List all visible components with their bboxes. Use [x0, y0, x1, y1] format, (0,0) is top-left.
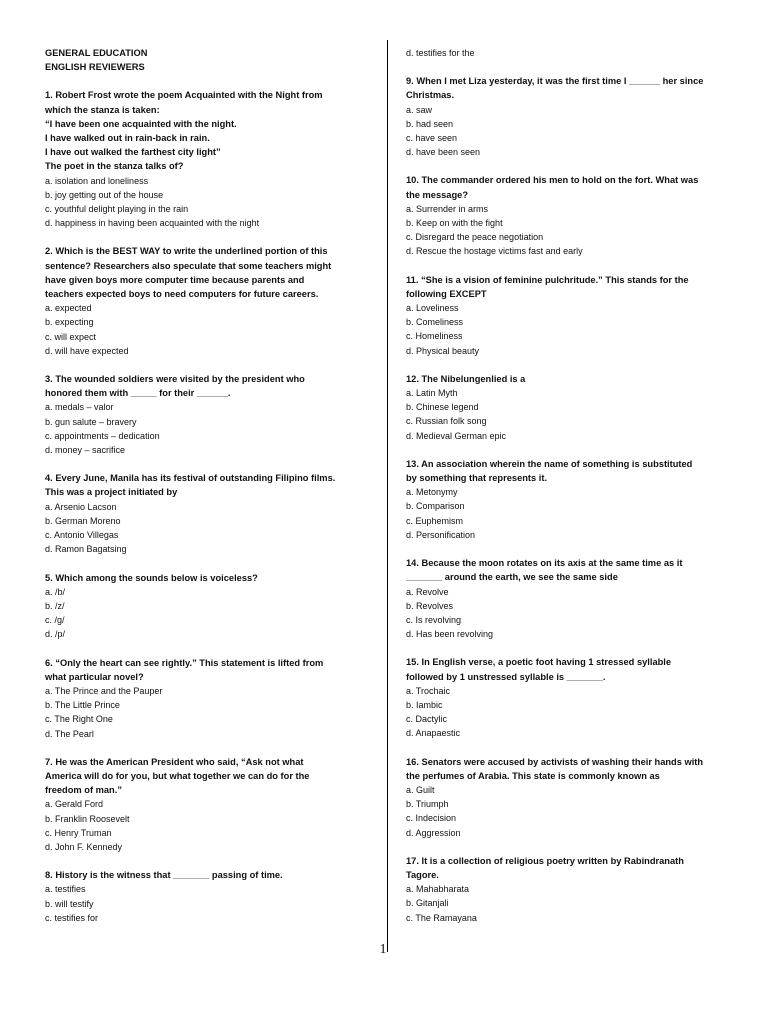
- question-stem-line: 9. When I met Liza yesterday, it was the first time I ______ her since: [406, 76, 704, 87]
- answer-option: b. Comparison: [406, 501, 465, 512]
- question-stem-line: the message?: [406, 189, 469, 200]
- question-stem-line: 12. The Nibelungenlied is a: [406, 373, 526, 384]
- answer-option: c. The Right One: [45, 714, 113, 725]
- question-item: [45, 755, 370, 854]
- question-stem-line: 17. It is a collection of religious poetry written by Rabindranath: [406, 855, 684, 866]
- left-column: [45, 46, 370, 939]
- question-stem-line: which the stanza is taken:: [45, 104, 160, 115]
- answer-option: d. Physical beauty: [406, 345, 480, 356]
- question-item: [406, 755, 731, 840]
- question-stem-line: 6. “Only the heart can see rightly.” This statement is lifted from: [45, 657, 324, 668]
- answer-option: a. Mahabharata: [406, 884, 470, 895]
- question-stem-line: freedom of man.”: [45, 785, 122, 796]
- question-item: [406, 457, 731, 542]
- answer-option: c. Disregard the peace negotiation: [406, 232, 544, 243]
- question-item: [45, 244, 370, 358]
- answer-option: a. /b/: [45, 586, 66, 597]
- right-column: [406, 46, 731, 939]
- question-stem-line: 11. “She is a vision of feminine pulchritude.” This stands for the: [406, 274, 689, 285]
- question-stem-line: honored them with _____ for their ______.: [45, 388, 231, 399]
- question-item: [45, 471, 370, 556]
- question-item: [406, 273, 731, 358]
- left-question-list: [45, 88, 370, 925]
- question-stem-line: I have out walked the farthest city light”: [45, 147, 221, 158]
- answer-option: c. will expect: [45, 331, 97, 342]
- question-stem-line: Christmas.: [406, 90, 455, 101]
- question-stem: [45, 571, 370, 585]
- answer-option: c. /g/: [45, 615, 65, 626]
- title-line-1: GENERAL EDUCATION: [45, 48, 148, 58]
- question-stem-line: 14. Because the moon rotates on its axis at the same time as it: [406, 558, 683, 569]
- question-stem-line: 13. An association wherein the name of something is substituted: [406, 458, 693, 469]
- question-stem-line: 1. Robert Frost wrote the poem Acquainted with the Night from: [45, 90, 323, 101]
- answer-option: d. The Pearl: [45, 728, 94, 739]
- answer-option: d. Personification: [406, 529, 476, 540]
- question-stem: [45, 868, 370, 882]
- answer-option: c. The Ramayana: [406, 912, 477, 923]
- question-stem: [406, 372, 731, 386]
- answer-option: b. Comeliness: [406, 317, 464, 328]
- answer-option: b. The Little Prince: [45, 700, 120, 711]
- answer-option: b. Chinese legend: [406, 402, 479, 413]
- answer-option: d. money – sacrifice: [45, 445, 126, 456]
- answer-option: b. joy getting out of the house: [45, 189, 164, 200]
- question-stem-line: America will do for you, but what together we can do for the: [45, 770, 310, 781]
- question-stem-line: following EXCEPT: [406, 288, 487, 299]
- question-item: [45, 372, 370, 457]
- question-stem-line: 8. History is the witness that _______ passing of time.: [45, 870, 283, 881]
- answer-option: c. Homeliness: [406, 331, 463, 342]
- question-stem-line: 5. Which among the sounds below is voiceless?: [45, 572, 258, 583]
- question-stem-line: what particular novel?: [45, 671, 144, 682]
- answer-option: b. Revolves: [406, 600, 454, 611]
- answer-option: c. Russian folk song: [406, 416, 487, 427]
- answer-option: d. /p/: [45, 629, 66, 640]
- question-stem-line: sentence? Researchers also speculate that some teachers might: [45, 260, 332, 271]
- answer-option: d. have been seen: [406, 147, 481, 158]
- answer-option: d. Anapaestic: [406, 728, 461, 739]
- question-stem: [406, 173, 731, 201]
- answer-option: b. Triumph: [406, 799, 449, 810]
- question-stem: [45, 755, 370, 798]
- question-item: [406, 74, 731, 159]
- question-item: [45, 571, 370, 642]
- answer-option: a. isolation and loneliness: [45, 175, 149, 186]
- question-item: [406, 854, 731, 925]
- answer-option: a. Gerald Ford: [45, 799, 104, 810]
- question-item: [406, 655, 731, 740]
- answer-option: c. testifies for: [45, 912, 99, 923]
- question-stem-line: by something that represents it.: [406, 473, 548, 484]
- page-number: 1: [379, 942, 387, 957]
- continued-option: d. testifies for the: [406, 48, 475, 58]
- question-item: [45, 88, 370, 230]
- question-item: [45, 656, 370, 741]
- answer-option: c. appointments – dedication: [45, 430, 160, 441]
- question-stem-line: I have walked out in rain-back in rain.: [45, 133, 210, 144]
- question-item: [406, 372, 731, 443]
- question-stem-line: 15. In English verse, a poetic foot having 1 stressed syllable: [406, 657, 672, 668]
- answer-option: d. Has been revolving: [406, 629, 494, 640]
- answer-option: c. youthful delight playing in the rain: [45, 204, 189, 215]
- answer-option: d. Ramon Bagatsing: [45, 544, 127, 555]
- question-stem-line: 3. The wounded soldiers were visited by the president who: [45, 374, 305, 385]
- answer-option: d. happiness in having been acquainted with the night: [45, 218, 260, 229]
- answer-option: a. Latin Myth: [406, 388, 458, 399]
- question-stem-line: teachers expected boys to need computers for future careers.: [45, 289, 319, 300]
- question-stem-line: 16. Senators were accused by activists of washing their hands with: [406, 756, 704, 767]
- question-stem-line: This was a project initiated by: [45, 487, 178, 498]
- answer-option: d. Aggression: [406, 827, 461, 838]
- answer-option: b. will testify: [45, 898, 94, 909]
- answer-option: a. medals – valor: [45, 402, 114, 413]
- question-stem: [406, 457, 731, 485]
- question-stem-line: followed by 1 unstressed syllable is _______.: [406, 671, 606, 682]
- answer-option: b. had seen: [406, 118, 454, 129]
- question-stem: [406, 755, 731, 783]
- question-stem: [45, 88, 370, 173]
- answer-option: a. expected: [45, 303, 92, 314]
- answer-option: a. Surrender in arms: [406, 203, 489, 214]
- answer-option: a. Trochaic: [406, 685, 451, 696]
- question-stem-line: 4. Every June, Manila has its festival of outstanding Filipino films.: [45, 473, 336, 484]
- document-title: [45, 46, 370, 74]
- answer-option: b. German Moreno: [45, 515, 121, 526]
- answer-option: b. expecting: [45, 317, 94, 328]
- question-stem: [406, 854, 731, 882]
- answer-option: c. Euphemism: [406, 515, 464, 526]
- question-stem-line: _______ around the earth, we see the same side: [406, 572, 618, 583]
- question-stem: [406, 556, 731, 584]
- answer-option: a. Metonymy: [406, 487, 458, 498]
- right-question-list: [406, 74, 731, 925]
- question-stem-line: the perfumes of Arabia. This state is commonly known as: [406, 770, 660, 781]
- question-stem-line: Tagore.: [406, 869, 439, 880]
- answer-option: b. /z/: [45, 600, 65, 611]
- question-stem: [45, 656, 370, 684]
- question-stem-line: 10. The commander ordered his men to hold on the fort. What was: [406, 175, 699, 186]
- answer-option: b. Gitanjali: [406, 898, 449, 909]
- answer-option: d. John F. Kennedy: [45, 841, 123, 852]
- answer-option: b. Iambic: [406, 699, 443, 710]
- question-stem: [406, 655, 731, 683]
- answer-option: a. The Prince and the Pauper: [45, 685, 163, 696]
- answer-option: d. Rescue the hostage victims fast and early: [406, 246, 583, 257]
- answer-option: d. Medieval German epic: [406, 430, 507, 441]
- answer-option: a. Arsenio Lacson: [45, 501, 117, 512]
- answer-option: b. Franklin Roosevelt: [45, 813, 130, 824]
- answer-option: a. Guilt: [406, 784, 435, 795]
- answer-option: b. Keep on with the fight: [406, 218, 503, 229]
- answer-option: a. Loveliness: [406, 303, 459, 314]
- answer-option: c. Dactylic: [406, 714, 448, 725]
- question-item: [406, 173, 731, 258]
- question-stem-line: “I have been one acquainted with the night.: [45, 118, 237, 129]
- question-stem: [406, 273, 731, 301]
- spacer: [45, 74, 370, 88]
- question-item: [45, 868, 370, 925]
- answer-option: c. Indecision: [406, 813, 457, 824]
- question-stem: [45, 244, 370, 301]
- answer-option: a. saw: [406, 104, 433, 115]
- question-stem: [45, 471, 370, 499]
- question-stem-line: The poet in the stanza talks of?: [45, 161, 184, 172]
- answer-option: c. Is revolving: [406, 614, 462, 625]
- answer-option: c. Antonio Villegas: [45, 530, 119, 541]
- question-stem: [406, 74, 731, 102]
- column-divider: [387, 40, 388, 952]
- title-line-2: ENGLISH REVIEWERS: [45, 62, 145, 73]
- answer-option: d. will have expected: [45, 345, 129, 356]
- question-stem-line: have given boys more computer time because parents and: [45, 274, 305, 285]
- answer-option: a. Revolve: [406, 586, 449, 597]
- question-item: [406, 556, 731, 641]
- question-stem: [45, 372, 370, 400]
- answer-option: c. have seen: [406, 133, 458, 144]
- question-stem-line: 2. Which is the BEST WAY to write the underlined portion of this: [45, 246, 328, 257]
- answer-option: b. gun salute – bravery: [45, 416, 137, 427]
- question-stem-line: 7. He was the American President who said, “Ask not what: [45, 756, 304, 767]
- answer-option: a. testifies: [45, 884, 86, 895]
- answer-option: c. Henry Truman: [45, 827, 112, 838]
